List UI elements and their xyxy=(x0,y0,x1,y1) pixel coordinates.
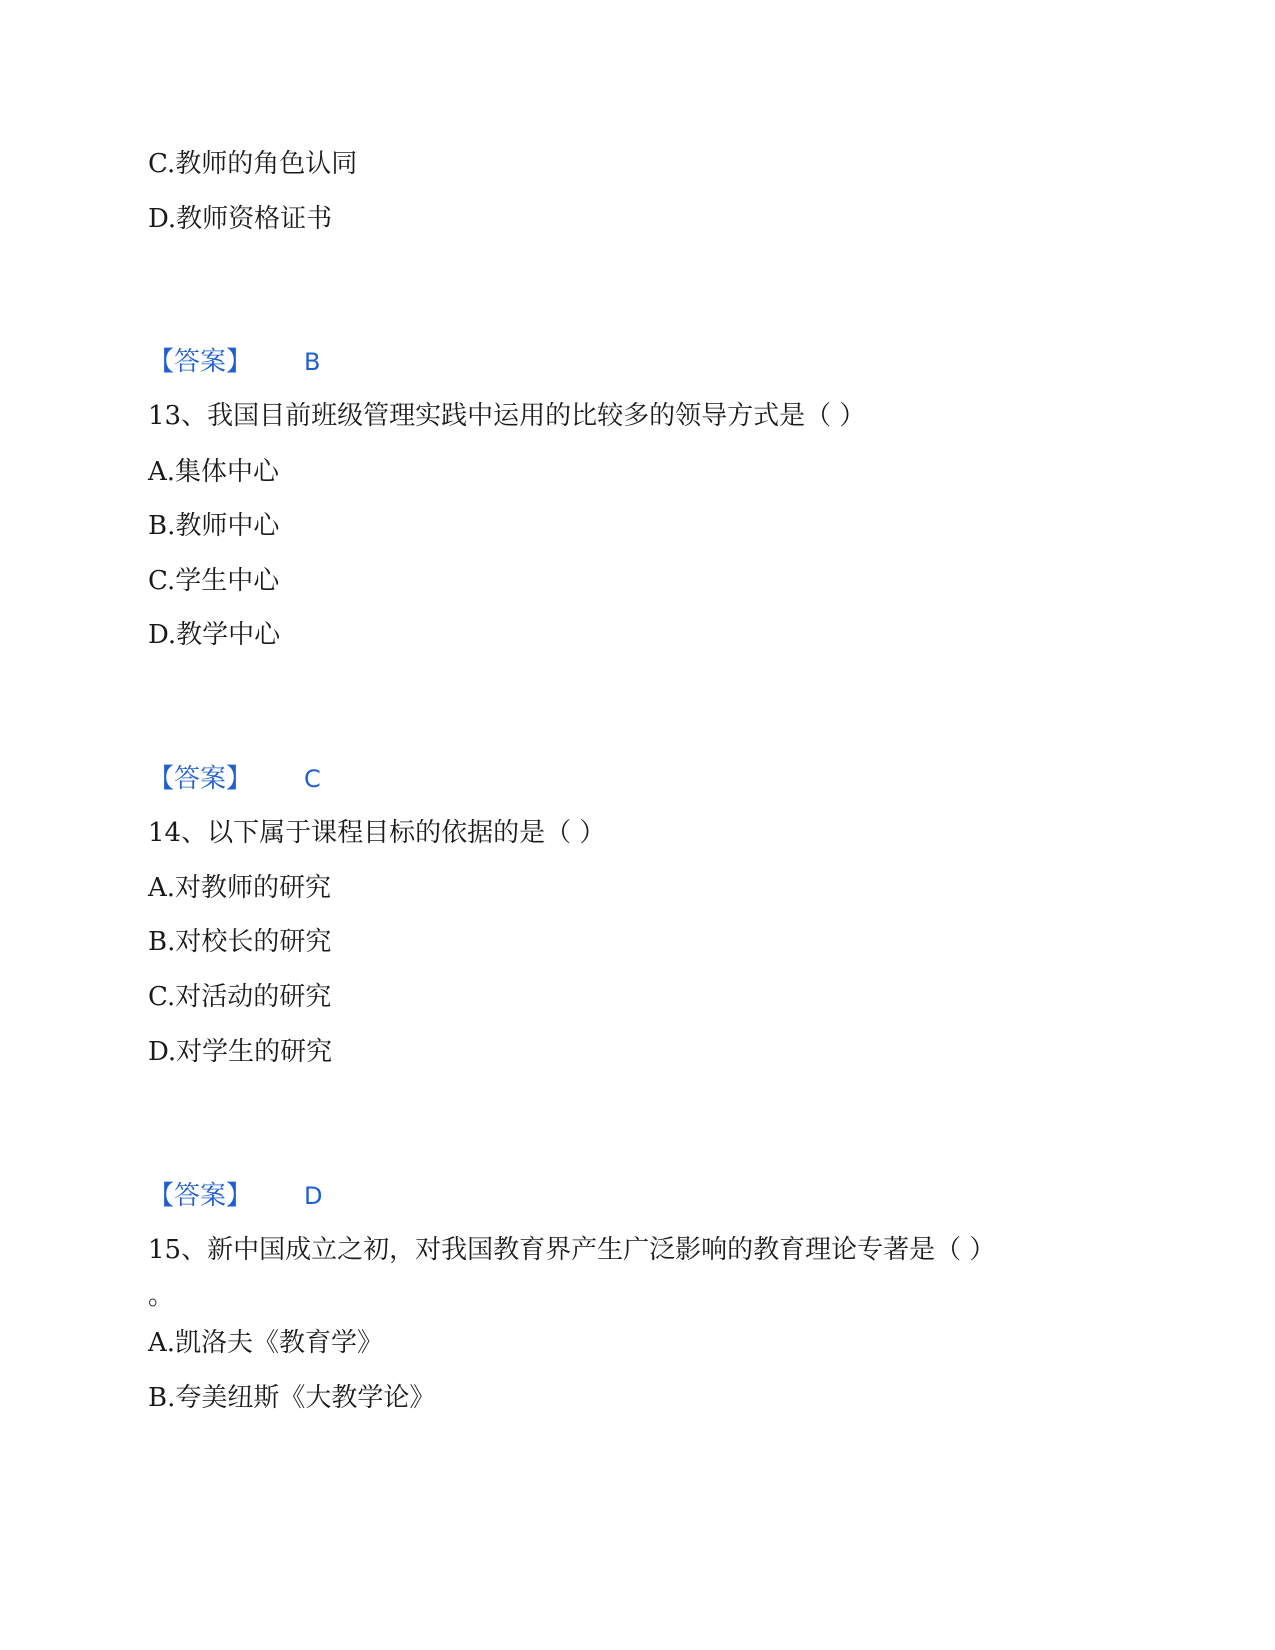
question-line: 14、以下属于课程目标的依据的是（ ） xyxy=(148,818,606,848)
option-line: C.对活动的研究 xyxy=(148,982,332,1012)
answer-label: 【答案】 xyxy=(148,1181,253,1211)
question-line: 13、我国目前班级管理实践中运用的比较多的领导方式是（ ） xyxy=(148,401,866,431)
option-line: B.夸美纽斯《大教学论》 xyxy=(148,1383,436,1413)
answer-label: 【答案】 xyxy=(148,764,253,794)
option-line: A.对教师的研究 xyxy=(148,873,332,903)
answer-line xyxy=(148,762,321,796)
option-line: C.教师的角色认同 xyxy=(148,149,358,179)
option-line: B.教师中心 xyxy=(148,511,280,541)
answer-value: B xyxy=(304,348,321,376)
option-line: A.凯洛夫《教育学》 xyxy=(148,1328,384,1358)
answer-value: C xyxy=(304,765,321,793)
question-line: 15、新中国成立之初，对我国教育界产生广泛影响的教育理论专著是（ ） xyxy=(148,1235,996,1265)
answer-value: D xyxy=(304,1182,323,1210)
answer-label: 【答案】 xyxy=(148,347,253,377)
option-line: C.学生中心 xyxy=(148,566,280,596)
option-line: B.对校长的研究 xyxy=(148,927,332,957)
option-line: A.集体中心 xyxy=(148,457,280,487)
option-line: D.教师资格证书 xyxy=(148,204,333,234)
answer-line xyxy=(148,1179,323,1213)
option-line: D.对学生的研究 xyxy=(148,1037,333,1067)
option-line: D.教学中心 xyxy=(148,620,281,650)
answer-line xyxy=(148,345,320,379)
question-continuation: 。 xyxy=(148,1281,175,1311)
